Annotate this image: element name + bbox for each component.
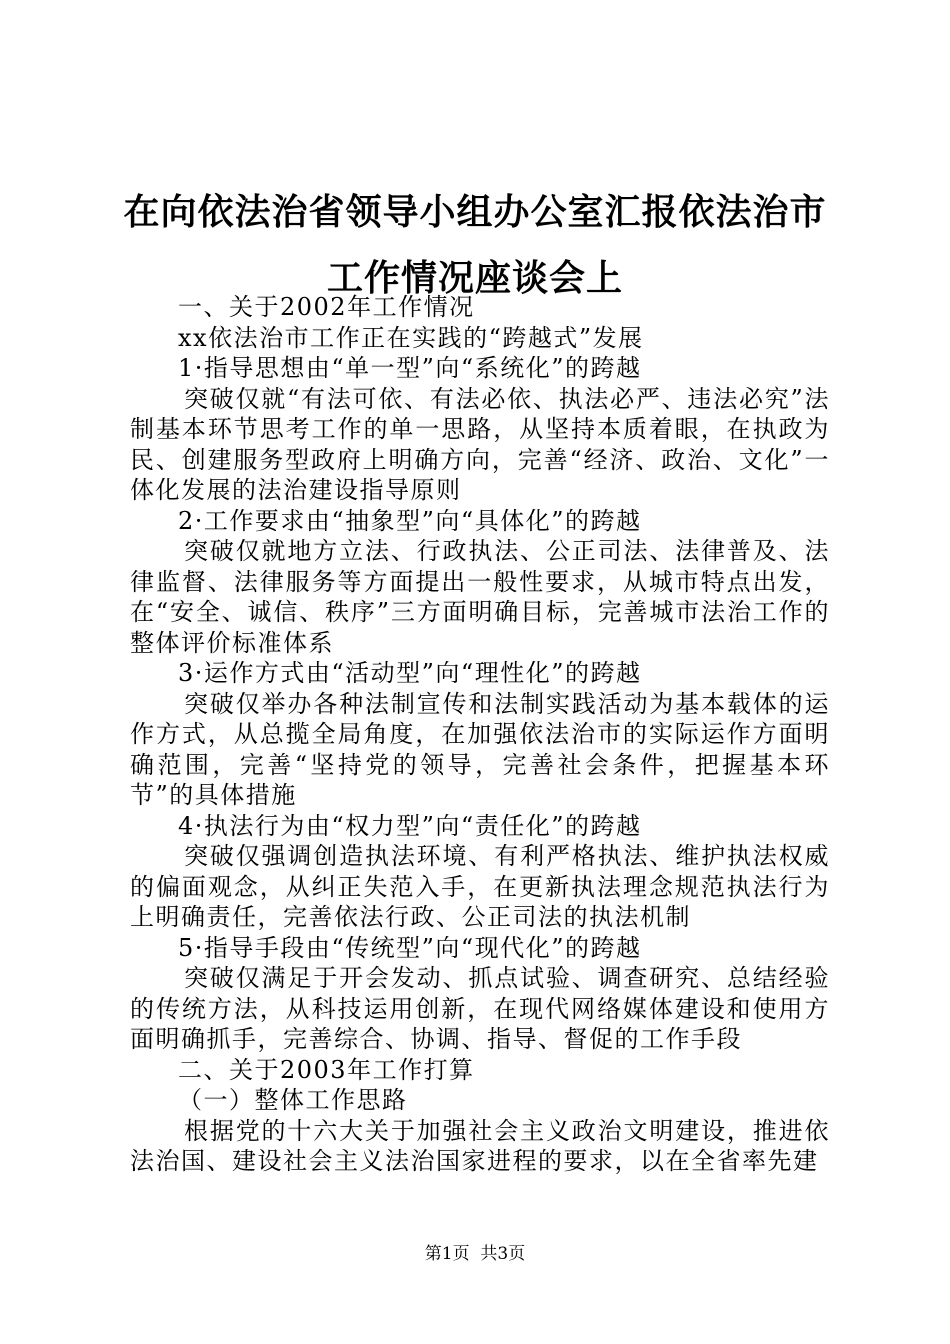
paragraph: xx依法治市工作正在实践的“跨越式”发展 [178, 323, 644, 352]
section-heading: 一、关于2002年工作情况 [178, 293, 475, 321]
subheading: 1·指导思想由“单一型”向“系统化”的跨越 [178, 354, 642, 382]
subheading: 3·运作方式由“活动型”向“理性化”的跨越 [178, 659, 642, 687]
subheading: 5·指导手段由“传统型”向“现代化”的跨越 [178, 933, 642, 962]
paragraph: 根据党的十六大关于加强社会主义政治文明建设，推进依法治国、建设社会主义法治国家进程的要求，以在全省率先建 [130, 1116, 830, 1175]
subheading: （一）整体工作思路 [178, 1086, 408, 1114]
page-footer [0, 1242, 950, 1266]
subheading: 4·执法行为由“权力型”向“责任化”的跨越 [178, 811, 642, 840]
document-body [130, 292, 830, 1177]
paragraph: 突破仅举办各种法制宣传和法制实践活动为基本载体的运作方式，从总揽全局角度，在加强依法治市的实际运作方面明确范围，完善“坚持党的领导，完善社会条件，把握基本环节”的具体措施 [130, 689, 830, 809]
section-heading: 二、关于2003年工作打算 [178, 1055, 475, 1084]
page-total: 共3页 [480, 1244, 526, 1264]
paragraph: 突破仅就地方立法、行政执法、公正司法、法律普及、法律监督、法律服务等方面提出一般性要求，从城市特点出发，在“安全、诚信、秩序”三方面明确目标，完善城市法治工作的整体评价标准体系 [130, 537, 830, 657]
page-number: 第1页 [424, 1244, 470, 1264]
subheading: 2·工作要求由“抽象型”向“具体化”的跨越 [178, 506, 642, 535]
document-title: 在向依法治省领导小组办公室汇报依法治市工作情况座谈会上 [123, 192, 827, 299]
paragraph: 突破仅就“有法可依、有法必依、执法必严、违法必究”法制基本环节思考工作的单一思路，从坚持本质着眼，在执政为民、创建服务型政府上明确方向，完善“经济、政治、文化”一体化发展的法治建设指导原则 [130, 384, 830, 504]
paragraph: 突破仅强调创造执法环境、有利严格执法、维护执法权威的偏面观念，从纠正失范入手，在更新执法理念规范执法行为上明确责任，完善依法行政、公正司法的执法机制 [130, 842, 830, 931]
paragraph: 突破仅满足于开会发动、抓点试验、调查研究、总结经验的传统方法，从科技运用创新，在现代网络媒体建设和使用方面明确抓手，完善综合、协调、指导、督促的工作手段 [130, 964, 830, 1053]
